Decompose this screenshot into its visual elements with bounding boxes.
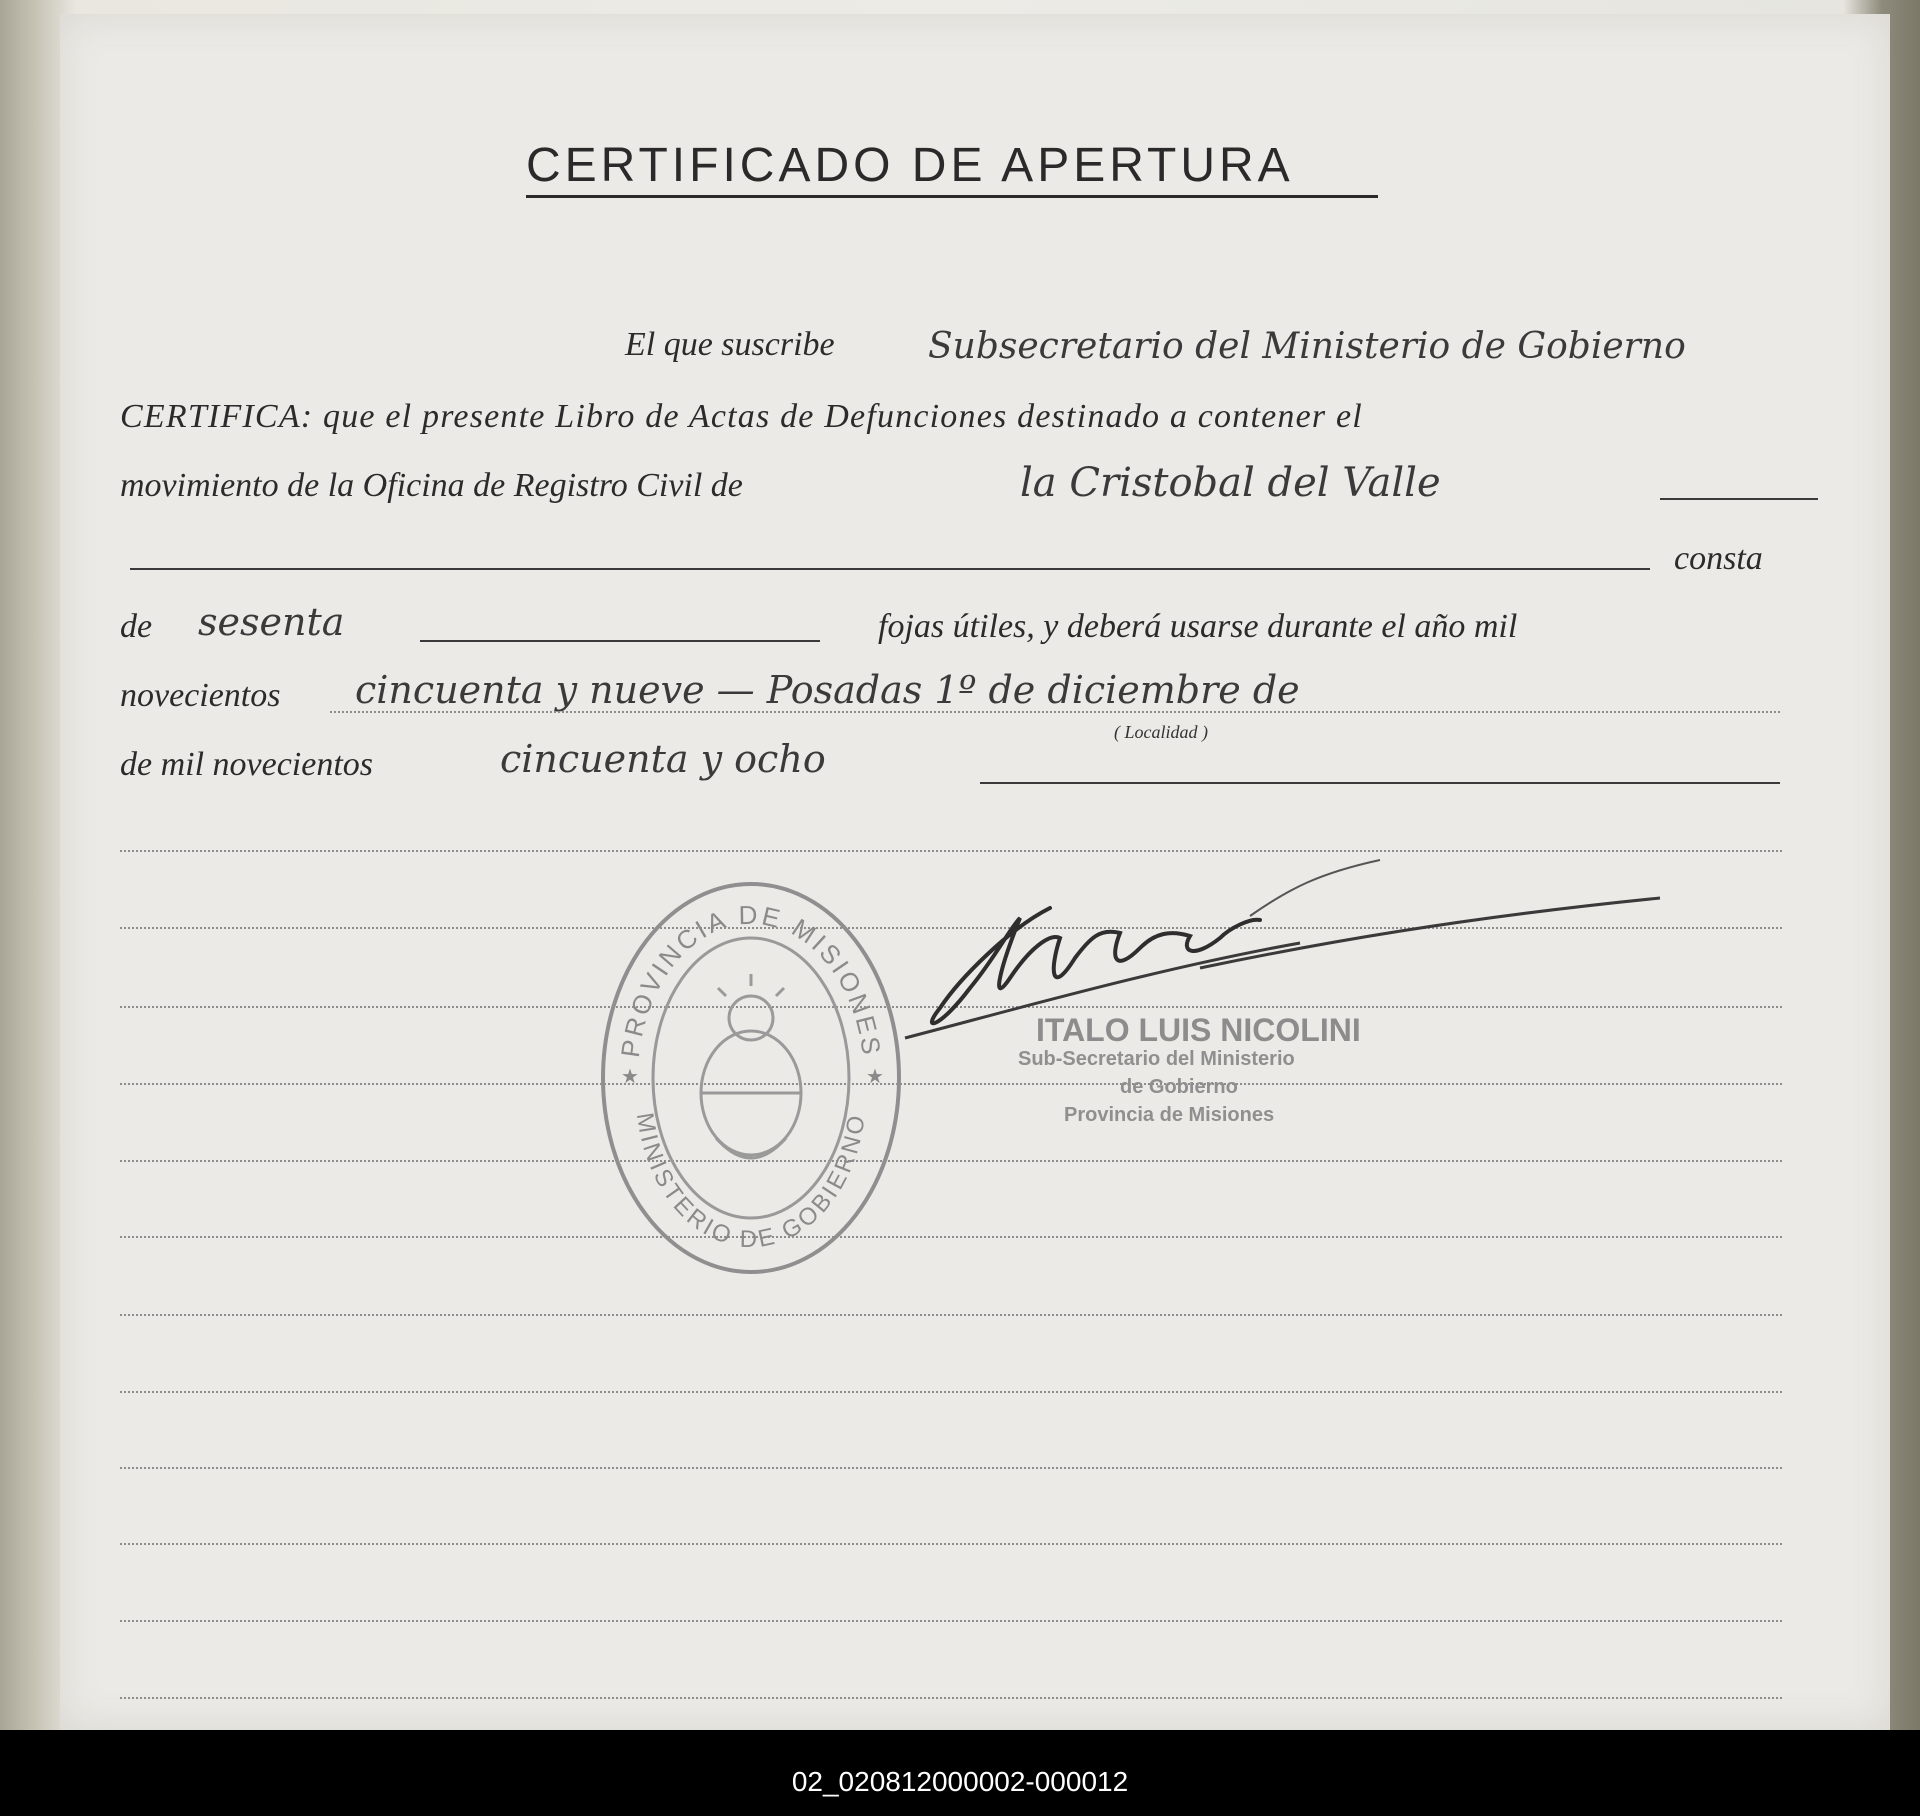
line5-prefix: de xyxy=(120,608,153,645)
blank-line xyxy=(120,1620,1782,1622)
line5-suffix: fojas útiles, y deberá usarse durante el año mil xyxy=(878,608,1518,645)
blank-line xyxy=(120,1314,1782,1316)
line1-prefix: El que suscribe xyxy=(625,326,835,363)
blank-line xyxy=(120,1236,1782,1238)
line7-handwritten: cincuenta y ocho xyxy=(500,737,826,781)
line7-prefix: de mil novecientos xyxy=(120,746,374,783)
footer-identifier: 02_020812000002-000012 xyxy=(791,1766,1129,1797)
line5-fill-rule xyxy=(420,640,820,642)
line1-handwritten: Subsecretario del Ministerio de Gobierno xyxy=(928,326,1686,367)
line3-prefix: movimiento de la Oficina de Registro Civil de xyxy=(120,467,743,504)
line7-fill-rule xyxy=(980,782,1780,784)
blank-line xyxy=(120,850,1782,852)
signatory-role-line1: Sub-Secretario del Ministerio xyxy=(1018,1048,1295,1070)
blank-line xyxy=(120,1391,1782,1393)
line6-prefix: novecientos xyxy=(120,677,281,714)
signatory-role-line3: Provincia de Misiones xyxy=(1064,1104,1275,1126)
blank-line xyxy=(120,1467,1782,1469)
line3-fill-rule xyxy=(1660,498,1818,500)
svg-text:★: ★ xyxy=(621,1064,639,1088)
svg-text:MINISTERIO DE GOBIERNO xyxy=(631,1111,871,1253)
line6-handwritten: cincuenta y nueve — Posadas 1º de diciembre de xyxy=(355,668,1300,712)
line5-handwritten: sesenta xyxy=(198,600,345,644)
seal-bottom-text: MINISTERIO DE GOBIERNO xyxy=(630,1110,872,1254)
line3-handwritten: la Cristobal del Valle xyxy=(1020,460,1441,506)
line4-suffix: consta xyxy=(1674,540,1763,577)
coat-of-arms-icon xyxy=(701,974,801,1158)
line4-fill-rule xyxy=(130,568,1650,570)
blank-line xyxy=(120,1083,1782,1085)
line2-text: CERTIFICA: que el presente Libro de Actas de Defunciones destinado a contener el xyxy=(120,398,1363,435)
title-underline xyxy=(526,195,1378,198)
seal-top-text: PROVINCIA DE MISIONES xyxy=(614,899,888,1060)
localidad-label: ( Localidad ) xyxy=(1114,722,1208,742)
document-title: CERTIFICADO DE APERTURA xyxy=(526,139,1294,192)
signatory-name: ITALO LUIS NICOLINI xyxy=(1036,1012,1361,1048)
signatory-role-line2: de Gobierno xyxy=(1120,1076,1238,1098)
blank-line xyxy=(120,1543,1782,1545)
svg-text:★: ★ xyxy=(866,1064,884,1088)
line6-dotted-rule xyxy=(330,711,1780,713)
blank-line xyxy=(120,1160,1782,1162)
official-seal xyxy=(596,878,906,1278)
blank-line xyxy=(120,1697,1782,1699)
